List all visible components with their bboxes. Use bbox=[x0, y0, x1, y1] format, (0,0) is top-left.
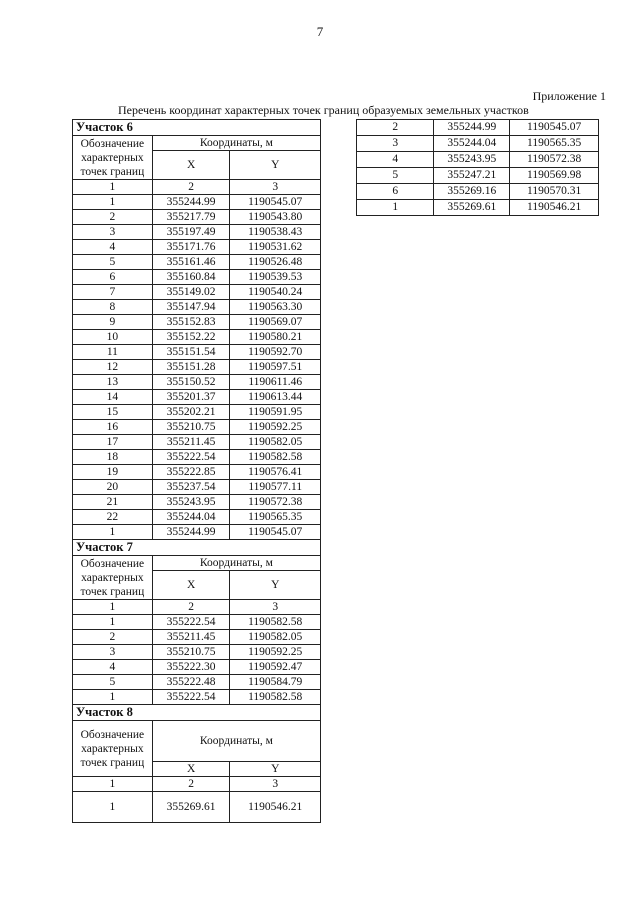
point-number: 16 bbox=[73, 420, 153, 435]
document-title: Перечень координат характерных точек границ образуемых земельных участков bbox=[118, 103, 529, 117]
x-coordinate: 355244.99 bbox=[152, 525, 230, 540]
coordinates-header: Координаты, м bbox=[152, 556, 320, 571]
table-row bbox=[73, 255, 321, 270]
point-number: 10 bbox=[73, 330, 153, 345]
column-number: 3 bbox=[230, 600, 321, 615]
x-coordinate: 355149.02 bbox=[152, 285, 230, 300]
x-coordinate: 355269.16 bbox=[434, 184, 510, 200]
x-coordinate: 355210.75 bbox=[152, 645, 230, 660]
column-number: 3 bbox=[230, 180, 321, 195]
y-coordinate: 1190613.44 bbox=[230, 390, 321, 405]
y-coordinate: 1190577.11 bbox=[230, 480, 321, 495]
table-header-row bbox=[73, 136, 321, 151]
y-coordinate: 1190572.38 bbox=[230, 495, 321, 510]
point-number: 22 bbox=[73, 510, 153, 525]
y-coordinate: 1190545.07 bbox=[230, 525, 321, 540]
x-coordinate: 355247.21 bbox=[434, 168, 510, 184]
point-number: 6 bbox=[73, 270, 153, 285]
x-coordinate: 355222.54 bbox=[152, 690, 230, 705]
appendix-label: Приложение 1 bbox=[532, 89, 606, 103]
x-coordinate: 355244.04 bbox=[434, 136, 510, 152]
point-number: 9 bbox=[73, 315, 153, 330]
table-row bbox=[73, 330, 321, 345]
x-coordinate: 355244.99 bbox=[152, 195, 230, 210]
table-row bbox=[73, 645, 321, 660]
point-number: 1 bbox=[73, 615, 153, 630]
point-number: 17 bbox=[73, 435, 153, 450]
section-title-row bbox=[73, 120, 321, 136]
x-coordinate: 355197.49 bbox=[152, 225, 230, 240]
x-coordinate: 355222.85 bbox=[152, 465, 230, 480]
section-title: Участок 8 bbox=[73, 705, 321, 721]
point-number: 4 bbox=[73, 240, 153, 255]
y-coordinate: 1190538.43 bbox=[230, 225, 321, 240]
column-number: 1 bbox=[73, 777, 153, 792]
table-row bbox=[73, 210, 321, 225]
point-number: 2 bbox=[73, 630, 153, 645]
x-coordinate: 355171.76 bbox=[152, 240, 230, 255]
x-coordinate: 355210.75 bbox=[152, 420, 230, 435]
point-number: 5 bbox=[73, 675, 153, 690]
x-coordinate: 355202.21 bbox=[152, 405, 230, 420]
section-title: Участок 6 bbox=[73, 120, 321, 136]
y-coordinate: 1190569.07 bbox=[230, 315, 321, 330]
y-coordinate: 1190543.80 bbox=[230, 210, 321, 225]
x-coordinate: 355150.52 bbox=[152, 375, 230, 390]
y-coordinate: 1190539.53 bbox=[230, 270, 321, 285]
column-number: 3 bbox=[230, 777, 321, 792]
point-number: 12 bbox=[73, 360, 153, 375]
point-number: 1 bbox=[73, 792, 153, 823]
y-coordinate: 1190540.24 bbox=[230, 285, 321, 300]
table-row bbox=[73, 225, 321, 240]
point-number: 13 bbox=[73, 375, 153, 390]
column-number-row bbox=[73, 600, 321, 615]
table-row bbox=[73, 450, 321, 465]
x-coordinate: 355211.45 bbox=[152, 630, 230, 645]
table-row bbox=[357, 184, 599, 200]
table-row bbox=[357, 120, 599, 136]
point-number: 5 bbox=[357, 168, 434, 184]
point-number: 15 bbox=[73, 405, 153, 420]
point-designation-header: Обозначение характерных точек границ bbox=[73, 136, 153, 180]
y-coordinate: 1190582.58 bbox=[230, 615, 321, 630]
column-number: 2 bbox=[152, 180, 230, 195]
y-coordinate: 1190545.07 bbox=[510, 120, 599, 136]
table-header-row bbox=[73, 721, 321, 762]
y-coordinate: 1190584.79 bbox=[230, 675, 321, 690]
table-row bbox=[357, 200, 599, 216]
table-row bbox=[73, 345, 321, 360]
y-header: Y bbox=[230, 151, 321, 180]
point-number: 3 bbox=[73, 225, 153, 240]
y-coordinate: 1190563.30 bbox=[230, 300, 321, 315]
table-row bbox=[73, 630, 321, 645]
x-coordinate: 355147.94 bbox=[152, 300, 230, 315]
section-title-row bbox=[73, 540, 321, 556]
point-number: 18 bbox=[73, 450, 153, 465]
x-coordinate: 355222.54 bbox=[152, 615, 230, 630]
table-row bbox=[357, 152, 599, 168]
x-coordinate: 355161.46 bbox=[152, 255, 230, 270]
table-row bbox=[73, 615, 321, 630]
x-coordinate: 355244.04 bbox=[152, 510, 230, 525]
point-number: 2 bbox=[73, 210, 153, 225]
x-header: X bbox=[152, 151, 230, 180]
point-number: 1 bbox=[73, 690, 153, 705]
x-coordinate: 355237.54 bbox=[152, 480, 230, 495]
column-number-row bbox=[73, 180, 321, 195]
table-row bbox=[73, 360, 321, 375]
section-title-row bbox=[73, 705, 321, 721]
x-coordinate: 355201.37 bbox=[152, 390, 230, 405]
y-coordinate: 1190591.95 bbox=[230, 405, 321, 420]
point-number: 2 bbox=[357, 120, 434, 136]
point-number: 4 bbox=[73, 660, 153, 675]
x-coordinate: 355269.61 bbox=[434, 200, 510, 216]
table-row bbox=[73, 315, 321, 330]
point-number: 14 bbox=[73, 390, 153, 405]
x-coordinate: 355222.48 bbox=[152, 675, 230, 690]
x-header: X bbox=[152, 762, 230, 777]
point-number: 1 bbox=[73, 195, 153, 210]
y-coordinate: 1190565.35 bbox=[510, 136, 599, 152]
y-coordinate: 1190592.70 bbox=[230, 345, 321, 360]
point-number: 7 bbox=[73, 285, 153, 300]
table-row bbox=[73, 285, 321, 300]
x-coordinate: 355152.22 bbox=[152, 330, 230, 345]
table-row bbox=[73, 525, 321, 540]
point-number: 4 bbox=[357, 152, 434, 168]
table-row bbox=[73, 510, 321, 525]
y-coordinate: 1190611.46 bbox=[230, 375, 321, 390]
y-coordinate: 1190570.31 bbox=[510, 184, 599, 200]
y-coordinate: 1190580.21 bbox=[230, 330, 321, 345]
y-coordinate: 1190576.41 bbox=[230, 465, 321, 480]
y-coordinate: 1190565.35 bbox=[230, 510, 321, 525]
column-number: 2 bbox=[152, 777, 230, 792]
x-coordinate: 355269.61 bbox=[152, 792, 230, 823]
point-number: 1 bbox=[357, 200, 434, 216]
y-coordinate: 1190582.05 bbox=[230, 630, 321, 645]
y-coordinate: 1190592.25 bbox=[230, 645, 321, 660]
table-row bbox=[73, 270, 321, 285]
table-row bbox=[73, 660, 321, 675]
point-number: 8 bbox=[73, 300, 153, 315]
y-coordinate: 1190597.51 bbox=[230, 360, 321, 375]
column-number-row bbox=[73, 777, 321, 792]
coordinates-table bbox=[72, 119, 321, 823]
x-coordinate: 355217.79 bbox=[152, 210, 230, 225]
y-header: Y bbox=[230, 571, 321, 600]
section-title: Участок 7 bbox=[73, 540, 321, 556]
y-coordinate: 1190546.21 bbox=[230, 792, 321, 823]
table-row bbox=[73, 690, 321, 705]
table-row bbox=[73, 405, 321, 420]
table-row bbox=[73, 300, 321, 315]
y-coordinate: 1190531.62 bbox=[230, 240, 321, 255]
point-designation-header: Обозначение характерных точек границ bbox=[73, 721, 153, 777]
point-number: 3 bbox=[357, 136, 434, 152]
table-row bbox=[73, 375, 321, 390]
y-coordinate: 1190582.58 bbox=[230, 690, 321, 705]
x-coordinate: 355152.83 bbox=[152, 315, 230, 330]
table-row bbox=[73, 390, 321, 405]
y-coordinate: 1190592.47 bbox=[230, 660, 321, 675]
x-coordinate: 355243.95 bbox=[152, 495, 230, 510]
x-coordinate: 355211.45 bbox=[152, 435, 230, 450]
y-coordinate: 1190582.05 bbox=[230, 435, 321, 450]
table-header-row bbox=[73, 556, 321, 571]
table-row bbox=[73, 240, 321, 255]
coordinates-continuation-table bbox=[356, 119, 599, 216]
x-header: X bbox=[152, 571, 230, 600]
table-row bbox=[73, 495, 321, 510]
column-number: 1 bbox=[73, 180, 153, 195]
x-coordinate: 355222.54 bbox=[152, 450, 230, 465]
table-row bbox=[73, 465, 321, 480]
x-coordinate: 355243.95 bbox=[434, 152, 510, 168]
page-number: 7 bbox=[316, 24, 324, 39]
y-coordinate: 1190592.25 bbox=[230, 420, 321, 435]
point-number: 6 bbox=[357, 184, 434, 200]
y-header: Y bbox=[230, 762, 321, 777]
point-number: 20 bbox=[73, 480, 153, 495]
table-row bbox=[73, 195, 321, 210]
x-coordinate: 355160.84 bbox=[152, 270, 230, 285]
table-row bbox=[73, 480, 321, 495]
x-coordinate: 355151.54 bbox=[152, 345, 230, 360]
x-coordinate: 355244.99 bbox=[434, 120, 510, 136]
point-designation-header: Обозначение характерных точек границ bbox=[73, 556, 153, 600]
x-coordinate: 355151.28 bbox=[152, 360, 230, 375]
table-row bbox=[357, 168, 599, 184]
point-number: 5 bbox=[73, 255, 153, 270]
coordinates-header: Координаты, м bbox=[152, 136, 320, 151]
point-number: 21 bbox=[73, 495, 153, 510]
y-coordinate: 1190582.58 bbox=[230, 450, 321, 465]
table-row bbox=[357, 136, 599, 152]
column-number: 1 bbox=[73, 600, 153, 615]
x-coordinate: 355222.30 bbox=[152, 660, 230, 675]
table-row bbox=[73, 420, 321, 435]
table-row bbox=[73, 675, 321, 690]
y-coordinate: 1190545.07 bbox=[230, 195, 321, 210]
y-coordinate: 1190526.48 bbox=[230, 255, 321, 270]
coordinates-header: Координаты, м bbox=[152, 721, 320, 762]
y-coordinate: 1190569.98 bbox=[510, 168, 599, 184]
table-row bbox=[73, 792, 321, 823]
table-row bbox=[73, 435, 321, 450]
point-number: 1 bbox=[73, 525, 153, 540]
y-coordinate: 1190546.21 bbox=[510, 200, 599, 216]
point-number: 19 bbox=[73, 465, 153, 480]
point-number: 3 bbox=[73, 645, 153, 660]
column-number: 2 bbox=[152, 600, 230, 615]
y-coordinate: 1190572.38 bbox=[510, 152, 599, 168]
point-number: 11 bbox=[73, 345, 153, 360]
